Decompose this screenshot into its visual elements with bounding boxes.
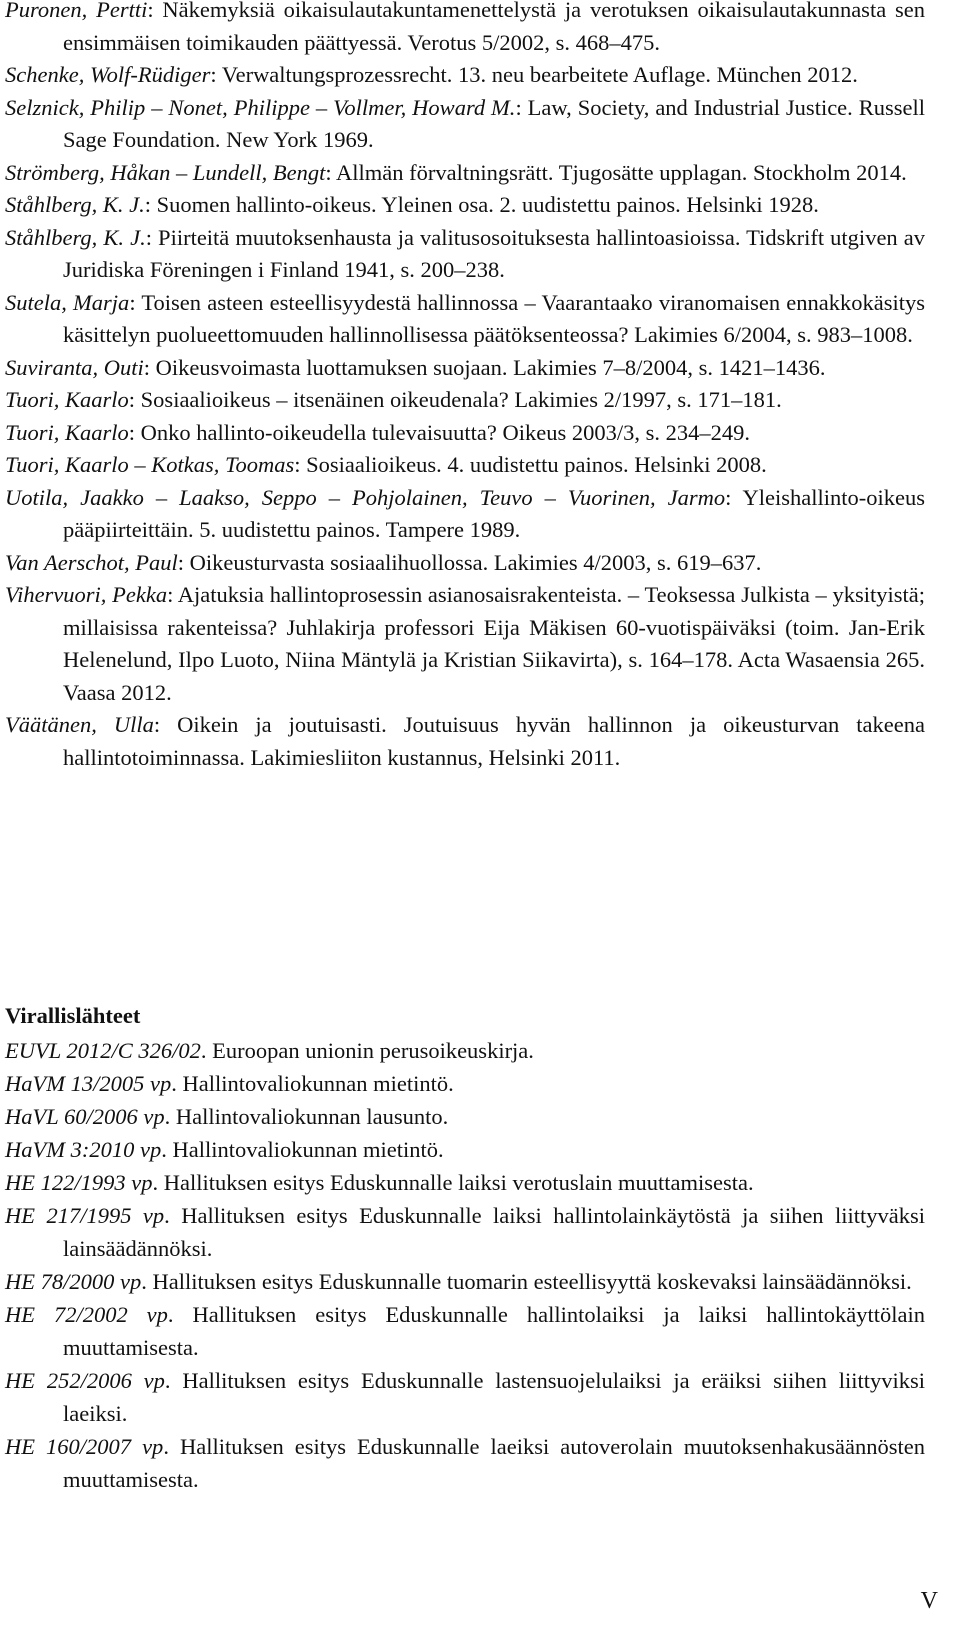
bibliography-entry [5,579,925,709]
entry-author: Strömberg, Håkan – Lundell, Bengt [5,159,326,185]
source-ref: HaVL 60/2006 vp [5,1104,165,1129]
entry-author: Puronen, Pertti [5,0,148,22]
source-entry [5,1199,925,1265]
bibliography-entry [5,384,925,417]
entry-author: Vihervuori, Pekka [5,582,168,607]
bibliography-entry [5,157,925,190]
official-sources-list [5,1034,925,1496]
entry-author: Van Aerschot, Paul [5,549,178,575]
entry-text: : Sosiaalioikeus. 4. uudistettu painos. Helsinki 2008. [294,452,767,477]
source-ref: HE 122/1993 vp [5,1170,153,1195]
bibliography-entry [5,222,925,287]
entry-text: : Ajatuksia hallintoprosessin asianosaisrakenteista. – Teoksessa Julkista – yksityistä; millaisissa rakenteissa? Juhlakirja professori Eija Mäkisen 60-vuotispäiväksi (toim. Jan-Erik Helenelund, Ilpo Luoto, Niina Mäntylä ja Kristian Siikavirta), s. 164–178. Acta Wasaensia 265. Vaasa 2012. [63,582,925,705]
bibliography-entry [5,59,925,92]
entry-text: : Näkemyksiä oikaisulautakuntamenettelystä ja verotuksen oikaisulautakunnasta sen ensimmäisen toimikauden päättyessä. Verotus 5/2002, s. 468–475. [63,0,925,55]
source-entry [5,1067,925,1100]
source-text: . Hallituksen esitys Eduskunnalle hallintolaiksi ja laiksi hallintokäyttölain muuttamisesta. [63,1302,925,1360]
source-ref: HE 78/2000 vp [5,1269,142,1294]
page-number: V [920,1588,938,1614]
entry-author: Ståhlberg, K. J. [5,224,146,250]
entry-text: : Sosiaalioikeus – itsenäinen oikeudenala? Lakimies 2/1997, s. 171–181. [128,387,782,412]
entry-text: : Suomen hallinto-oikeus. Yleinen osa. 2. uudistettu painos. Helsinki 1928. [144,192,819,217]
bibliography-entry [5,482,925,547]
entry-author: Sutela, Marja [5,289,130,315]
source-entry [5,1100,925,1133]
entry-text: : Yleishallinto-oikeus pääpiirteittäin. 5. uudistettu painos. Tampere 1989. [63,484,925,542]
entry-author: Uotila, Jaakko – Laakso, Seppo – Pohjolainen, Teuvo – Vuorinen, Jarmo [5,484,726,510]
entry-text: : Oikein ja joutuisasti. Joutuisuus hyvän hallinnon ja oikeusturvan takeena hallintotoiminnassa. Lakimiesliiton kustannus, Helsinki 2011. [63,712,926,770]
source-ref: HE 72/2002 vp [5,1302,168,1327]
source-entry [5,1166,925,1199]
entry-text: : Oikeusvoimasta luottamuksen suojaan. Lakimies 7–8/2004, s. 1421–1436. [143,354,826,380]
source-entry [5,1034,925,1067]
bibliography-entry [5,709,925,774]
entry-author: Suviranta, Outi [5,354,144,380]
source-text: . Euroopan unionin perusoikeuskirja. [200,1038,534,1063]
entry-text: : Allmän förvaltningsrätt. Tjugosätte upplagan. Stockholm 2014. [325,159,907,185]
entry-text: : Onko hallinto-oikeudella tulevaisuutta? Oikeus 2003/3, s. 234–249. [128,419,750,445]
bibliography-entry [5,547,925,580]
bibliography-entry [5,287,925,352]
source-ref: HE 252/2006 vp [5,1368,165,1393]
source-entry [5,1430,925,1496]
bibliography-list [5,0,925,774]
source-ref: HE 217/1995 vp [5,1203,165,1228]
source-ref: HaVM 13/2005 vp [5,1071,172,1096]
source-entry [5,1364,925,1430]
source-text: . Hallituksen esitys Eduskunnalle laiksi hallintolainkäytöstä ja siihen liittyväksi lainsäädännöksi. [63,1203,926,1261]
bibliography-entry [5,449,925,482]
entry-author: Tuori, Kaarlo – Kotkas, Toomas [5,452,295,477]
entry-author: Ståhlberg, K. J. [5,192,145,217]
source-text: . Hallituksen esitys Eduskunnalle laeiksi autoverolain muutoksenhakusäännösten muuttamisesta. [63,1434,926,1492]
section-heading: Virallislähteet [5,1003,141,1028]
source-text: . Hallintovaliokunnan lausunto. [164,1104,449,1129]
entry-text: : Verwaltungsprozessrecht. 13. neu bearbeitete Auflage. München 2012. [210,62,858,87]
source-entry [5,1265,925,1298]
entry-text: : Piirteitä muutoksenhausta ja valitusosoituksesta hallintoasioissa. Tidskrift utgiven av Juridiska Föreningen i Finland 1941, s. 200–238. [63,224,926,282]
entry-text: : Toisen asteen esteellisyydestä hallinnossa – Vaarantaako viranomaisen ennakkokäsitys käsittelyn puolueettomuuden hallinnollisessa päätöksenteossa? Lakimies 6/2004, s. 983–1008. [63,289,925,347]
source-entry [5,1133,925,1166]
source-entry [5,1298,925,1364]
source-ref: HaVM 3:2010 vp [5,1137,162,1162]
bibliography-entry [5,0,925,59]
source-text: . Hallintovaliokunnan mietintö. [171,1071,454,1096]
entry-author: Tuori, Kaarlo [5,419,129,445]
source-text: . Hallituksen esitys Eduskunnalle tuomarin esteellisyyttä koskevaksi lainsäädännöksi. [141,1269,912,1294]
bibliography-entry [5,92,925,157]
source-ref: HE 160/2007 vp [5,1434,164,1459]
entry-author: Schenke, Wolf-Rüdiger [5,62,211,87]
entry-author: Selznick, Philip – Nonet, Philippe – Vollmer, Howard M. [5,94,516,120]
entry-author: Tuori, Kaarlo [5,387,129,412]
bibliography-entry [5,417,925,450]
bibliography-entry [5,189,925,222]
bibliography-entry [5,352,925,385]
entry-text: : Law, Society, and Industrial Justice. Russell Sage Foundation. New York 1969. [63,94,925,152]
source-ref: EUVL 2012/C 326/02 [5,1038,201,1063]
source-text: . Hallituksen esitys Eduskunnalle laiksi verotuslain muuttamisesta. [152,1170,754,1195]
source-text: . Hallituksen esitys Eduskunnalle lastensuojelulaiksi ja eräiksi siihen liittyviksi laeiksi. [63,1368,926,1426]
entry-author: Väätänen, Ulla [5,712,154,737]
entry-text: : Oikeusturvasta sosiaalihuollossa. Lakimies 4/2003, s. 619–637. [177,549,762,575]
source-text: . Hallintovaliokunnan mietintö. [161,1137,444,1162]
